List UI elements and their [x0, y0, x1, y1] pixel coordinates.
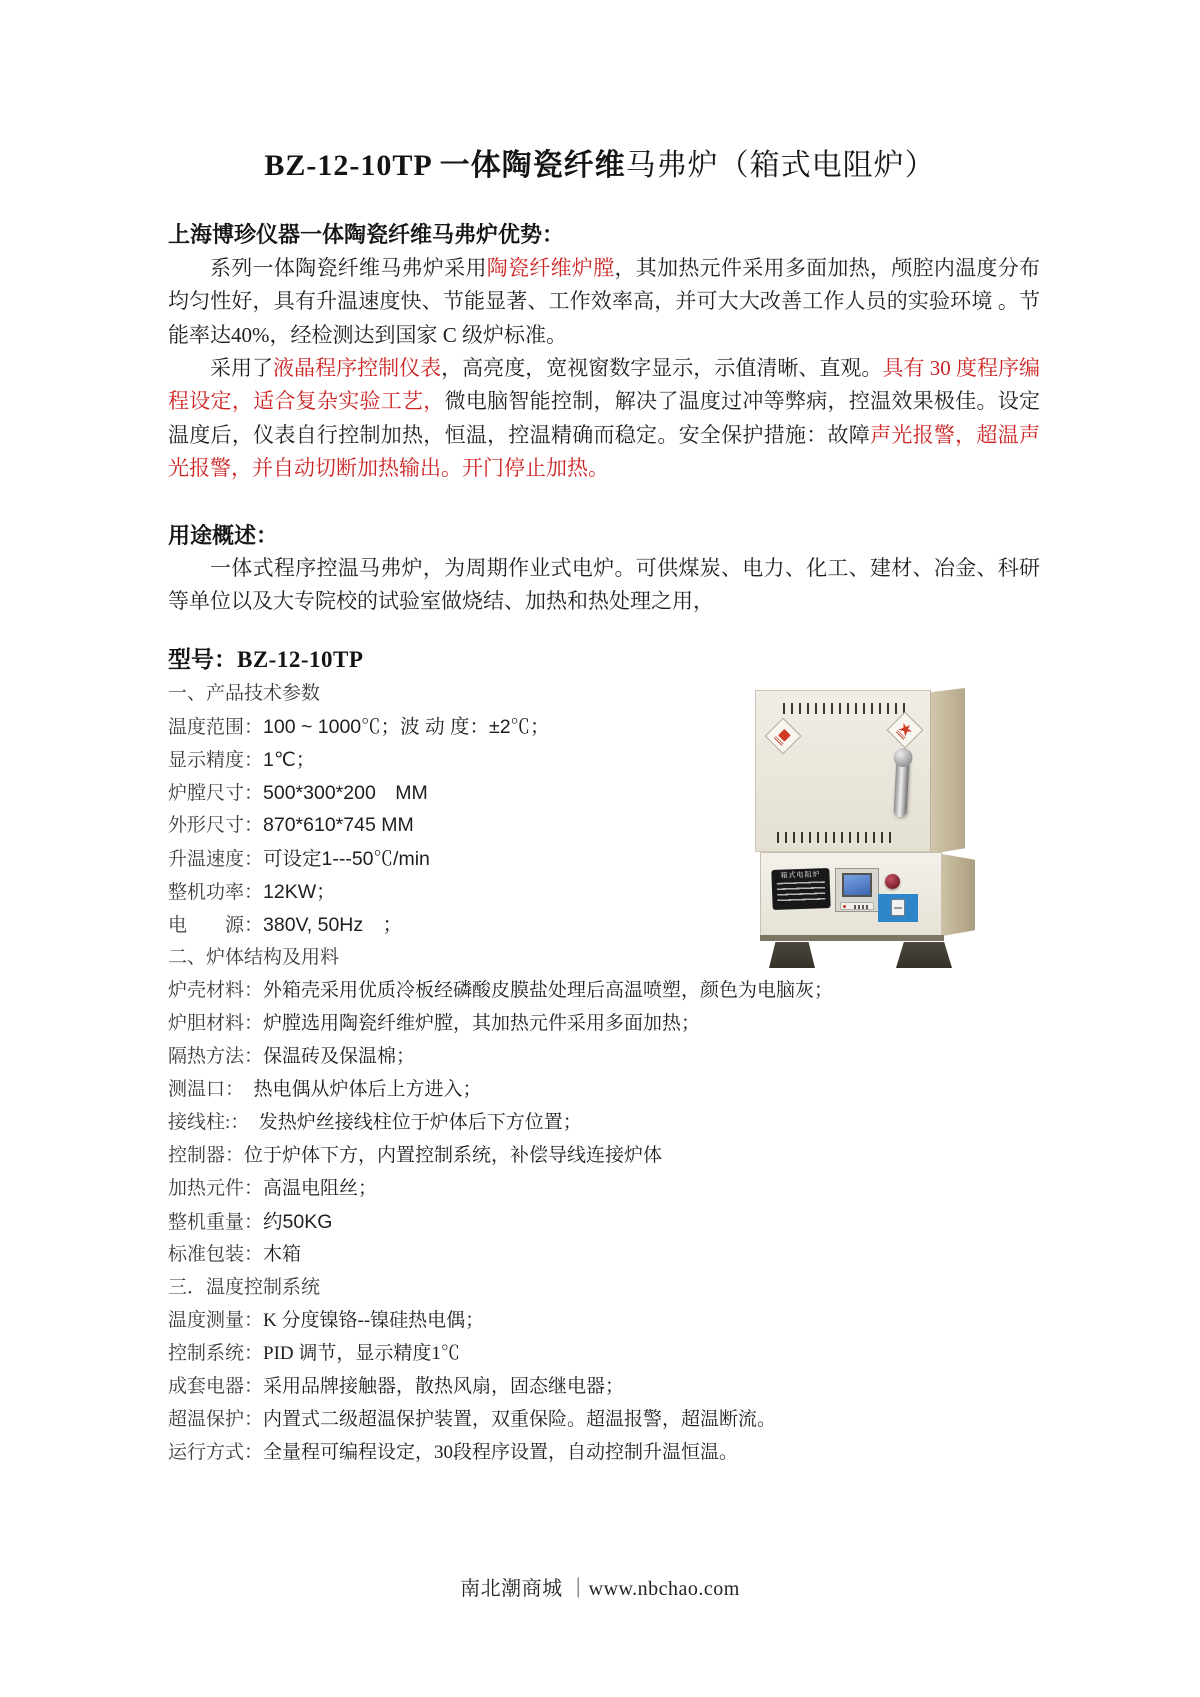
- spec-label: 运行方式：: [168, 1442, 264, 1463]
- spec-label: 温度范围：: [168, 717, 264, 738]
- furnace-control-base: [760, 852, 942, 936]
- product-photo-muffle-furnace: [755, 688, 987, 970]
- spec-label: 升温速度：: [168, 849, 264, 870]
- spec-label: 炉膛尺寸：: [168, 783, 264, 804]
- spec-label: 超温保护：: [168, 1409, 264, 1430]
- spec-label: 控制器：: [168, 1145, 245, 1166]
- spec-value: 1℃；: [263, 749, 316, 771]
- spec-label: 外形尺寸：: [168, 815, 264, 836]
- spec-value: 发热炉丝接线柱位于炉体后下方位置；: [239, 1112, 582, 1133]
- vent-slots-bottom: [777, 832, 897, 843]
- spec-section-3-title: 三．温度控制系统: [168, 1277, 321, 1298]
- spec-label: 炉壳材料：: [168, 980, 264, 1001]
- p2-red-text-2: 具有 30 度程序编程设定，适合复杂实验工艺，: [168, 356, 1041, 414]
- nameplate-title: 箱式电阻炉: [780, 871, 821, 880]
- spec-label: 显示精度：: [168, 750, 264, 771]
- spec-row-thermo-port: [168, 1074, 1048, 1107]
- spec-row-insulation: [168, 1041, 1048, 1074]
- nameplate: [771, 868, 830, 910]
- spec-label: 测温口：: [168, 1079, 235, 1100]
- purpose-heading: 用途概述：: [168, 523, 279, 548]
- footer-site-text: 南北潮商城 ｜www.nbchao.com: [460, 1578, 740, 1600]
- spec-row-temp-measure: [168, 1305, 1048, 1338]
- spec-row-terminals: [168, 1107, 1048, 1140]
- page-title-model: BZ-12-10TP 一体陶瓷纤维: [264, 149, 626, 182]
- advantages-paragraph-2: [168, 352, 1040, 486]
- model-value: BZ-12-10TP: [237, 647, 364, 672]
- page-title-suffix: 马弗炉（箱式电阻炉）: [625, 149, 936, 182]
- rocker-switch: [891, 899, 905, 916]
- warning-star-icon: [887, 712, 924, 749]
- spec-value: 12KW；: [263, 881, 336, 903]
- spec-value: K 分度镍铬--镍硅热电偶；: [263, 1310, 485, 1331]
- spec-value: 可设定1---50℃/min: [263, 848, 430, 870]
- temperature-controller: [835, 868, 879, 912]
- p2-text: 采用了: [210, 356, 274, 380]
- p2-red-text-1: 液晶程序控制仪表: [273, 356, 442, 380]
- spec-value: 高温电阻丝；: [263, 1178, 378, 1199]
- spec-row-liner-material: [168, 1008, 1048, 1041]
- spec-label: 隔热方法：: [168, 1046, 264, 1067]
- spec-label: 接线柱:：: [168, 1112, 240, 1133]
- model-label: 型号：: [168, 647, 237, 672]
- spec-section-2-title: 二、炉体结构及用料: [168, 947, 340, 968]
- spec-value: PID 调节，显示精度1℃: [263, 1343, 460, 1364]
- model-heading: [168, 641, 1040, 674]
- vent-slots-top: [783, 703, 905, 714]
- spec-row-heating-element: [168, 1173, 1048, 1206]
- spec-row-control-system: [168, 1338, 1048, 1371]
- spec-label: 标准包装：: [168, 1244, 264, 1265]
- spec-value: 380V, 50Hz ；: [263, 914, 403, 936]
- p2-text-3: 微电脑智能控制，解决了温度过冲等弊病，控温效果极佳。设定温度后，仪表自行控制加热，恒温，控温精确而稳定。安全保护措施：故障: [168, 389, 1041, 447]
- spec-value: 木箱: [263, 1244, 302, 1265]
- nameplate-text-lines: [777, 881, 826, 905]
- spec-label: 炉胆材料：: [168, 1013, 264, 1034]
- furnace-door: [755, 690, 931, 852]
- spec-row-weight: [168, 1206, 1048, 1239]
- p2-red-text-3: 声光报警，超温声光报警，并自动切断加热输出。开门停止加热。: [168, 422, 1041, 481]
- spec-value: 500*300*200 MM: [263, 782, 428, 804]
- furnace-side-panel: [931, 688, 965, 854]
- p1-text: 系列一体陶瓷纤维马弗炉采用: [210, 256, 487, 280]
- spec-label: 整机重量：: [168, 1212, 264, 1233]
- spec-value: 热电偶从炉体后上方进入；: [234, 1079, 482, 1100]
- spec-row-controller: [168, 1140, 1048, 1173]
- spec-label: 整机功率：: [168, 882, 264, 903]
- spec-row-electrics: [168, 1371, 1048, 1404]
- spec-value: 100 ~ 1000℃；波 动 度：±2℃；: [263, 716, 550, 738]
- spec-value: 内置式二级超温保护装置，双重保险。超温报警，超温断流。: [263, 1409, 777, 1430]
- advantages-heading: 上海博珍仪器一体陶瓷纤维马弗炉优势：: [168, 222, 565, 247]
- power-knob: [885, 874, 900, 889]
- spec-value: 870*610*745 MM: [263, 814, 414, 836]
- spec-value: 全量程可编程设定，30段程序设置，自动控制升温恒温。: [263, 1442, 739, 1463]
- spec-value: 约50KG: [263, 1211, 333, 1233]
- spec-row-packing: [168, 1239, 1048, 1272]
- furnace-foot-right: [896, 942, 952, 968]
- spec-label: 成套电器：: [168, 1376, 264, 1397]
- controller-digits: [840, 902, 874, 910]
- furnace-base-side: [942, 854, 975, 936]
- spec-row-shell-material: [168, 975, 1048, 1008]
- page-title: [80, 140, 1120, 184]
- spec-label: 加热元件：: [168, 1178, 264, 1199]
- p2-text-2: ，高亮度，宽视窗数字显示，示值清晰、直观。: [441, 356, 883, 380]
- p1-red-text: 陶瓷纤维炉膛: [486, 256, 615, 280]
- spec-label: 温度测量：: [168, 1310, 264, 1331]
- spec-value: 外箱壳采用优质冷板经磷酸皮膜盐处理后高温喷塑，颜色为电脑灰；: [263, 980, 834, 1001]
- door-handle: [893, 757, 909, 818]
- spec-value: 保温砖及保温棉；: [263, 1046, 416, 1067]
- spec-label: 控制系统：: [168, 1343, 264, 1364]
- p1-text-cont: ，其加热元件采用多面加热，颅腔内温度分布均匀性好，具有升温速度快、节能显著、工作效率高，并可大大改善工作人员的实验环境 。节能率达40%，经检测达到国家 C 级炉标准。: [168, 256, 1041, 347]
- purpose-paragraph: 一体式程序控温马弗炉，为周期作业式电炉。可供煤炭、电力、化工、建材、冶金、科研等单位以及大专院校的试验室做烧结、加热和热处理之用，: [168, 556, 1040, 614]
- spec-row-overtemp-protect: [168, 1404, 1048, 1437]
- warning-diamond-icon: [765, 718, 802, 755]
- spec-label: 电 源：: [168, 915, 264, 936]
- switch-panel: [878, 894, 918, 922]
- furnace-foot-left: [769, 942, 815, 968]
- controller-screen: [842, 873, 872, 897]
- advantages-paragraph-1: [168, 252, 1040, 352]
- spec-section-1-title: 一、产品技术参数: [168, 683, 321, 704]
- spec-value: 炉膛选用陶瓷纤维炉膛，其加热元件采用多面加热；: [263, 1013, 701, 1034]
- spec-value: 位于炉体下方，内置控制系统，补偿导线连接炉体: [244, 1145, 663, 1166]
- spec-value: 采用品牌接触器，散热风扇，固态继电器；: [263, 1376, 625, 1397]
- spec-row-run-mode: [168, 1437, 1048, 1470]
